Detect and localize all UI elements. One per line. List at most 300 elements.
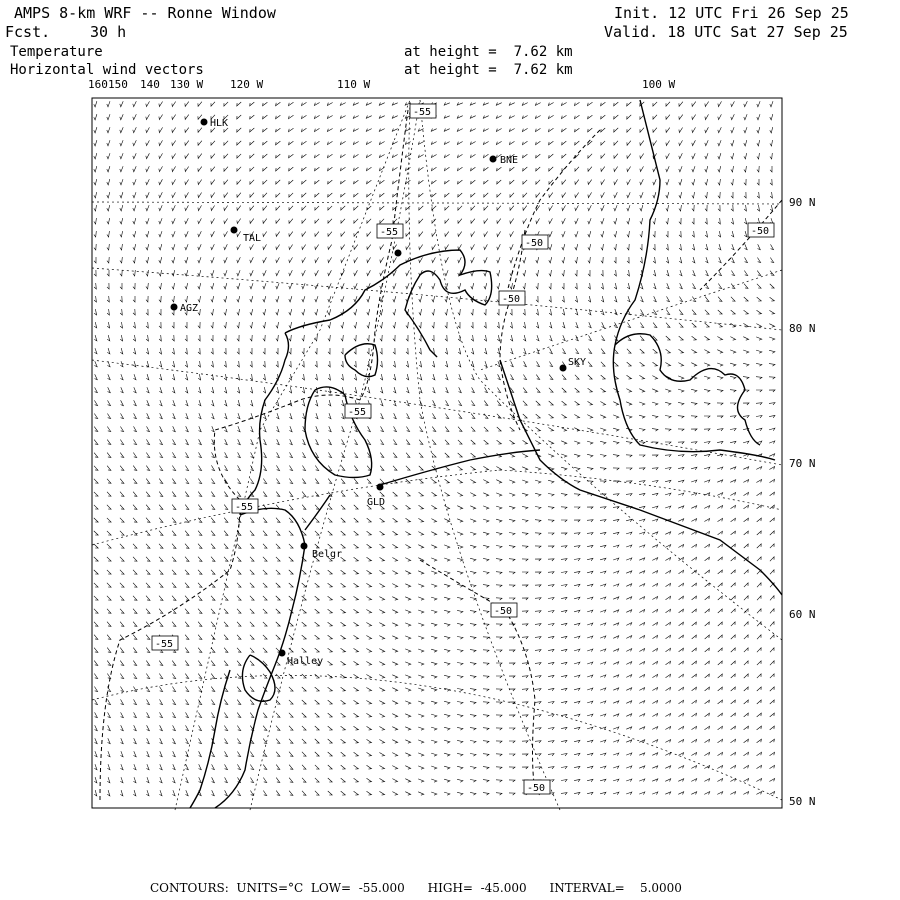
wind-barb: [626, 455, 632, 457]
wind-barb: [224, 296, 227, 302]
wind-barb: [613, 494, 619, 496]
wind-barb: [107, 127, 110, 133]
wind-barb: [393, 283, 396, 289]
wind-barb: [536, 167, 540, 171]
wind-barb: [405, 584, 410, 587]
wind-barb: [445, 270, 448, 276]
wind-barb: [472, 387, 475, 392]
wind-barb: [198, 479, 201, 484]
wind-barb: [497, 270, 500, 276]
wind-barb: [562, 270, 564, 276]
wind-barb: [562, 296, 564, 302]
wind-barb: [679, 244, 681, 250]
wind-barb: [665, 532, 670, 535]
wind-barb: [328, 167, 333, 171]
wind-barb: [237, 115, 241, 119]
wind-barb: [289, 180, 293, 184]
wind-barb: [172, 115, 176, 120]
wind-barb: [718, 622, 722, 626]
wind-barb: [354, 609, 359, 613]
wind-barb: [549, 154, 554, 158]
wind-barb: [756, 324, 761, 328]
wind-barb: [731, 687, 736, 691]
wind-barb: [172, 192, 176, 197]
svg-text:-50: -50: [751, 226, 770, 237]
wind-barb: [614, 270, 616, 276]
wind-barb: [484, 414, 488, 419]
wind-barb: [626, 610, 631, 613]
wind-barb: [172, 583, 176, 588]
wind-barb: [276, 361, 278, 367]
wind-barb: [198, 687, 201, 692]
wind-barb: [640, 218, 643, 224]
wind-barb: [146, 361, 149, 367]
wind-barb: [549, 206, 553, 211]
wind-barb: [224, 400, 227, 406]
wind-barb: [407, 413, 410, 418]
wind-barb: [718, 739, 723, 742]
wind-barb: [522, 650, 528, 652]
wind-barb: [483, 129, 488, 132]
wind-barb: [679, 128, 683, 133]
wind-barb: [549, 296, 551, 302]
wind-barb: [94, 205, 97, 211]
wind-barb: [380, 193, 385, 197]
wind-barb: [536, 335, 539, 341]
wind-barb: [483, 506, 489, 509]
wind-barb: [705, 635, 710, 639]
wind-barb: [509, 467, 514, 471]
wind-barb: [510, 141, 515, 144]
wind-barb: [536, 388, 540, 393]
wind-barb: [718, 635, 722, 639]
wind-barb: [289, 270, 293, 275]
wind-barb: [444, 116, 449, 119]
wind-barb: [146, 518, 150, 523]
wind-barb: [198, 661, 202, 666]
wind-barb: [341, 635, 346, 639]
wind-barb: [107, 687, 110, 692]
wind-barb: [341, 413, 344, 419]
lat-label-90n: 90 N: [789, 196, 816, 209]
wind-barb: [419, 232, 423, 237]
wind-barb: [211, 206, 215, 211]
wind-barb: [522, 637, 528, 639]
wind-barb: [457, 571, 463, 574]
wind-barb: [756, 350, 762, 353]
wind-barb: [756, 337, 762, 340]
wind-barb: [133, 635, 137, 640]
wind-barb: [237, 231, 241, 236]
wind-barb: [639, 455, 645, 457]
wind-barb: [107, 205, 110, 211]
wind-barb: [536, 296, 538, 302]
wind-barb: [147, 751, 150, 757]
wind-barb: [237, 335, 239, 341]
wind-barb: [770, 479, 775, 482]
wind-barb: [457, 116, 462, 119]
wind-barb: [705, 726, 710, 729]
wind-barb: [731, 114, 735, 119]
wind-barb: [665, 389, 671, 392]
wind-barb: [549, 322, 552, 328]
wind-barb: [263, 193, 267, 197]
wind-barb: [289, 102, 294, 105]
wind-barb: [418, 688, 424, 691]
wind-barb: [315, 348, 317, 354]
wind-barb: [237, 583, 241, 587]
wind-barb: [302, 570, 306, 574]
wind-barb: [289, 348, 291, 354]
wind-barb: [341, 700, 346, 704]
wind-barb: [159, 244, 162, 250]
wind-barb: [134, 426, 137, 431]
wind-barb: [705, 310, 709, 314]
wind-barb: [224, 596, 228, 600]
wind-barb: [237, 309, 240, 315]
wind-barb: [483, 103, 488, 106]
wind-barb: [588, 375, 592, 379]
wind-barb: [277, 439, 280, 444]
wind-barb: [250, 244, 254, 249]
wind-barb: [614, 154, 618, 159]
wind-barb: [483, 493, 488, 496]
wind-barb: [418, 779, 424, 782]
wind-barb: [614, 362, 618, 366]
wind-barb: [107, 218, 110, 224]
wind-barb: [718, 700, 723, 704]
wind-barb: [198, 713, 201, 718]
wind-barb: [418, 155, 423, 158]
wind-barb: [211, 479, 214, 484]
wind-barb: [458, 374, 461, 380]
wind-barb: [133, 335, 135, 341]
wind-barb: [198, 218, 202, 223]
wind-barb: [276, 583, 280, 587]
wind-barb: [666, 218, 668, 224]
wind-barb: [354, 348, 356, 354]
wind-barb: [588, 205, 592, 210]
wind-barb: [237, 479, 240, 484]
wind-barb: [198, 622, 202, 627]
wind-barb: [563, 335, 566, 340]
wind-barb: [94, 101, 97, 107]
wind-barb: [614, 205, 617, 211]
wind-barb: [302, 739, 306, 743]
wind-barb: [315, 361, 317, 367]
wind-barb: [561, 675, 567, 678]
wind-barb: [185, 180, 189, 185]
wind-barb: [601, 218, 604, 224]
wind-barb: [522, 116, 527, 119]
wind-barb: [601, 336, 604, 341]
wind-barb: [237, 102, 241, 106]
wind-barb: [431, 597, 437, 600]
wind-barb: [731, 310, 736, 314]
wind-barb: [471, 167, 476, 171]
wind-barb: [211, 622, 215, 627]
wind-barb: [640, 166, 644, 171]
wind-barb: [574, 623, 580, 626]
wind-barb: [444, 142, 449, 145]
wind-barb: [562, 141, 567, 145]
wind-barb: [315, 713, 319, 717]
wind-barb: [406, 245, 410, 250]
lat-label-70n: 70 N: [789, 457, 816, 470]
wind-barb: [575, 141, 580, 145]
wind-barb: [406, 348, 408, 354]
wind-barb: [665, 363, 670, 367]
wind-barb: [588, 401, 593, 405]
wind-barb: [665, 740, 670, 743]
wind-barb: [276, 479, 279, 484]
wind-barb: [679, 596, 684, 600]
lon-label-120w: 120 W: [230, 78, 264, 91]
wind-barb: [94, 127, 97, 133]
wind-barb: [172, 154, 176, 159]
wind-barb: [107, 114, 110, 120]
wind-barb: [380, 180, 385, 184]
station-halley-label: Halley: [287, 656, 324, 667]
wind-barb: [471, 466, 476, 470]
wind-barb: [705, 205, 707, 211]
wind-barb: [211, 348, 213, 354]
wind-barb: [587, 649, 593, 652]
wind-barb: [679, 218, 681, 224]
wind-barb: [185, 596, 189, 601]
wind-barb: [769, 467, 774, 470]
wind-barb: [705, 570, 710, 574]
wind-barb: [392, 597, 397, 601]
wind-barb: [457, 714, 463, 717]
wind-barb: [549, 270, 552, 276]
wind-barb: [224, 193, 228, 198]
wind-barb: [302, 518, 306, 522]
station-agz-marker: [171, 304, 178, 311]
wind-barb: [94, 153, 97, 159]
wind-barb: [692, 127, 696, 132]
wind-barb: [133, 492, 137, 497]
wind-barb: [250, 128, 255, 132]
wind-barb: [146, 439, 149, 444]
wind-barb: [523, 141, 528, 144]
wind-barb: [224, 154, 228, 158]
wind-barb: [627, 192, 630, 197]
wind-barb: [393, 453, 397, 458]
wind-barb: [159, 622, 163, 627]
wind-barb: [328, 322, 331, 328]
wind-barb: [509, 454, 514, 458]
wind-barb: [107, 764, 110, 770]
wind-barb: [653, 323, 657, 328]
wind-barb: [172, 777, 175, 783]
wind-barb: [730, 493, 735, 496]
wind-barb: [600, 520, 606, 522]
station-tal-label: TAL: [243, 233, 262, 244]
wind-barb: [367, 531, 372, 535]
wind-barb: [328, 531, 332, 535]
wind-barb: [366, 688, 371, 692]
wind-barb: [626, 688, 631, 691]
wind-barb: [302, 180, 307, 184]
wind-barb: [549, 388, 553, 392]
wind-barb: [159, 661, 163, 666]
wind-barb: [601, 154, 605, 159]
wind-barb: [250, 374, 252, 380]
wind-barb: [575, 102, 580, 105]
wind-barb: [250, 115, 255, 119]
wind-barb: [237, 492, 240, 497]
wind-barb: [237, 570, 241, 574]
wind-barb: [393, 518, 398, 522]
wind-barb: [198, 231, 202, 236]
wind-barb: [692, 218, 694, 224]
wind-barb: [549, 375, 553, 380]
wind-barb: [185, 102, 189, 107]
wind-barb: [405, 714, 411, 717]
wind-barb: [367, 726, 372, 730]
wind-barb: [444, 662, 450, 665]
wind-barb: [497, 193, 501, 197]
wind-barb: [666, 283, 669, 289]
wind-barb: [678, 532, 683, 535]
wind-barb: [276, 154, 281, 158]
wind-barb: [561, 754, 567, 756]
wind-barb: [562, 205, 566, 210]
wind-barb: [718, 557, 723, 561]
wind-barb: [276, 309, 279, 315]
wind-barb: [121, 712, 124, 717]
wind-barb: [379, 636, 384, 640]
wind-barb: [718, 648, 722, 652]
wind-barb: [757, 700, 761, 704]
wind-barb: [588, 167, 592, 172]
wind-barb: [653, 648, 658, 651]
wind-barb: [199, 751, 202, 756]
wind-barb: [770, 765, 775, 768]
contour-label-box: [522, 235, 548, 249]
wind-barb: [107, 140, 110, 146]
field-temperature: Temperature: [10, 44, 103, 60]
wind-barb: [418, 740, 424, 743]
wind-barb: [367, 180, 372, 184]
contour-label-box: [410, 104, 436, 118]
wind-barb: [341, 518, 345, 522]
wind-barb: [224, 180, 228, 185]
footer-units: UNITS=°C: [236, 881, 304, 895]
wind-barb: [536, 309, 538, 315]
wind-barb: [237, 596, 241, 600]
wind-barb: [418, 701, 424, 704]
wind-barb: [250, 348, 252, 354]
wind-barb: [704, 506, 709, 509]
wind-barb: [186, 777, 189, 782]
wind-barb: [446, 400, 449, 405]
wind-barb: [133, 374, 136, 380]
wind-barb: [133, 140, 137, 145]
wind-barb: [757, 544, 761, 548]
wind-barb: [418, 714, 424, 717]
wind-barb: [458, 219, 462, 224]
wind-barb: [692, 336, 697, 340]
wind-barb: [419, 257, 423, 262]
wind-barb: [432, 193, 437, 197]
wind-barb: [276, 531, 280, 535]
wind-barb: [483, 116, 488, 119]
wind-barb: [133, 166, 136, 172]
wind-barb: [757, 271, 761, 276]
wind-barb: [770, 687, 774, 691]
lon-label-150: 150: [108, 78, 128, 91]
wind-barb: [666, 596, 671, 599]
wind-barb: [120, 505, 124, 509]
wind-barb: [666, 583, 671, 586]
wind-barb: [561, 507, 567, 509]
wind-barb: [250, 544, 254, 548]
wind-barb: [561, 546, 567, 548]
wind-barb: [431, 727, 437, 730]
wind-barb: [665, 442, 671, 444]
wind-barb: [535, 741, 541, 743]
wind-barb: [315, 167, 320, 171]
wind-barb: [419, 283, 422, 289]
wind-barb: [522, 103, 527, 106]
wind-barb: [133, 518, 137, 522]
wind-barb: [172, 128, 176, 133]
wind-barb: [731, 700, 736, 704]
wind-barb: [691, 350, 696, 354]
wind-barb: [328, 296, 331, 302]
wind-barb: [121, 699, 124, 704]
wind-barb: [444, 688, 450, 691]
wind-barb: [302, 309, 305, 315]
wind-barb: [496, 480, 501, 484]
wind-barb: [639, 558, 644, 561]
wind-barb: [626, 649, 631, 652]
wind-barb: [432, 245, 436, 250]
station-hlk-label: HLK: [210, 118, 229, 129]
wind-barb: [653, 622, 658, 625]
wind-barb: [406, 453, 410, 458]
wind-barb: [665, 455, 671, 457]
wind-barb: [483, 663, 489, 665]
station-tal-marker: [231, 227, 238, 234]
wind-barb: [185, 622, 189, 627]
wind-barb: [587, 545, 593, 547]
wind-barb: [366, 142, 371, 145]
wind-barb: [691, 429, 697, 431]
wind-barb: [406, 440, 410, 445]
wind-barb: [457, 558, 463, 561]
wind-barb: [744, 310, 749, 314]
wind-barb: [744, 166, 747, 172]
wind-barb: [457, 753, 463, 756]
wind-barb: [107, 609, 111, 613]
wind-barb: [250, 141, 254, 145]
wind-barb: [614, 257, 616, 263]
wind-barb: [718, 127, 722, 132]
wind-barb: [678, 726, 683, 729]
wind-barb: [120, 492, 124, 497]
wind-barb: [198, 635, 202, 640]
wind-barb: [341, 726, 346, 730]
wind-barb: [250, 154, 254, 158]
wind-barb: [626, 571, 632, 574]
wind-barb: [289, 128, 294, 131]
wind-barb: [250, 609, 254, 613]
wind-barb: [250, 635, 254, 639]
wind-barb: [770, 140, 773, 146]
